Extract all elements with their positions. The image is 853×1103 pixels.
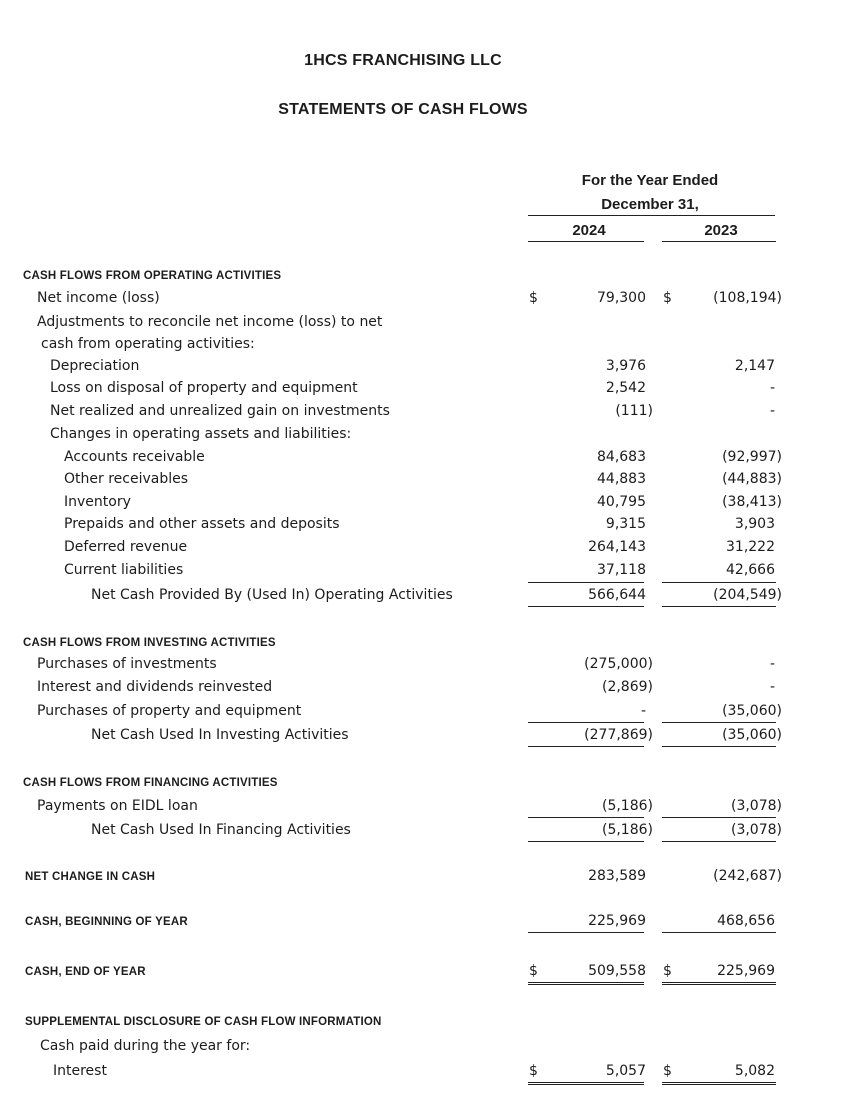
row-interest-reinvested: Interest and dividends reinvested (2,869) - — [37, 679, 775, 695]
row-other-receivables: Other receivables 44,883 (44,883) — [64, 471, 782, 487]
row-current-liabilities: Current liabilities 37,118 42,666 — [64, 562, 775, 578]
row-cash-end: CASH, END OF YEAR $ 509,558 $ 225,969 — [25, 963, 775, 979]
row-net-investing: Net Cash Used In Investing Activities (277,869) (35,060) — [91, 727, 782, 743]
row-deferred-revenue: Deferred revenue 264,143 31,222 — [64, 539, 775, 555]
rule — [662, 841, 776, 842]
rule — [662, 582, 776, 583]
double-rule — [528, 1082, 644, 1085]
rule — [528, 817, 644, 818]
row-loss-disposal: Loss on disposal of property and equipment 2,542 - — [50, 380, 775, 396]
row-purchases-ppe: Purchases of property and equipment - (35,060) — [37, 703, 782, 719]
rule — [662, 722, 776, 723]
double-rule — [662, 1082, 776, 1085]
row-changes-heading: Changes in operating assets and liabilities: — [50, 426, 352, 442]
period-header-line2: December 31, — [601, 196, 699, 213]
row-cash-paid: Cash paid during the year for: — [40, 1038, 251, 1054]
row-adjustments-cont: cash from operating activities: — [41, 336, 255, 352]
rule — [528, 722, 644, 723]
row-net-change: NET CHANGE IN CASH 283,589 (242,687) — [25, 868, 782, 884]
row-net-income: Net income (loss) $ 79,300 $ (108,194) — [37, 290, 782, 306]
double-rule — [528, 982, 644, 985]
row-prepaids: Prepaids and other assets and deposits 9,315 3,903 — [64, 516, 775, 532]
row-eidl: Payments on EIDL loan (5,186) (3,078) — [37, 798, 782, 814]
rule — [528, 606, 644, 607]
section-supplemental-heading: SUPPLEMENTAL DISCLOSURE OF CASH FLOW INFORMATION — [25, 1016, 382, 1028]
company-name: 1HCS FRANCHISING LLC — [304, 52, 502, 69]
row-accounts-receivable: Accounts receivable 84,683 (92,997) — [64, 449, 782, 465]
row-net-operating: Net Cash Provided By (Used In) Operating Activities 566,644 (204,549) — [91, 587, 782, 603]
row-adjustments: Adjustments to reconcile net income (loss) to net — [37, 314, 383, 330]
rule — [662, 932, 776, 933]
column-rule-2024 — [528, 241, 644, 242]
rule — [662, 606, 776, 607]
section-operating-heading: CASH FLOWS FROM OPERATING ACTIVITIES — [23, 270, 282, 282]
rule — [528, 746, 644, 747]
row-depreciation: Depreciation 3,976 2,147 — [50, 358, 775, 374]
rule — [528, 932, 644, 933]
rule — [528, 582, 644, 583]
double-rule — [662, 982, 776, 985]
row-inventory: Inventory 40,795 (38,413) — [64, 494, 782, 510]
section-financing-heading: CASH FLOWS FROM FINANCING ACTIVITIES — [23, 777, 278, 789]
statement-title: STATEMENTS OF CASH FLOWS — [278, 101, 528, 118]
row-interest: Interest $ 5,057 $ 5,082 — [53, 1063, 775, 1079]
row-gain-investments: Net realized and unrealized gain on investments (111) - — [50, 403, 775, 419]
column-2024: 2024 — [572, 222, 606, 239]
rule — [662, 746, 776, 747]
row-cash-beginning: CASH, BEGINNING OF YEAR 225,969 468,656 — [25, 913, 775, 929]
row-net-financing: Net Cash Used In Financing Activities (5,186) (3,078) — [91, 822, 782, 838]
header-rule — [528, 215, 775, 216]
period-header-line1: For the Year Ended — [581, 172, 719, 189]
column-2023: 2023 — [704, 222, 738, 239]
column-rule-2023 — [662, 241, 776, 242]
rule — [528, 841, 644, 842]
row-purchases-investments: Purchases of investments (275,000) - — [37, 656, 775, 672]
section-investing-heading: CASH FLOWS FROM INVESTING ACTIVITIES — [23, 637, 276, 649]
rule — [662, 817, 776, 818]
